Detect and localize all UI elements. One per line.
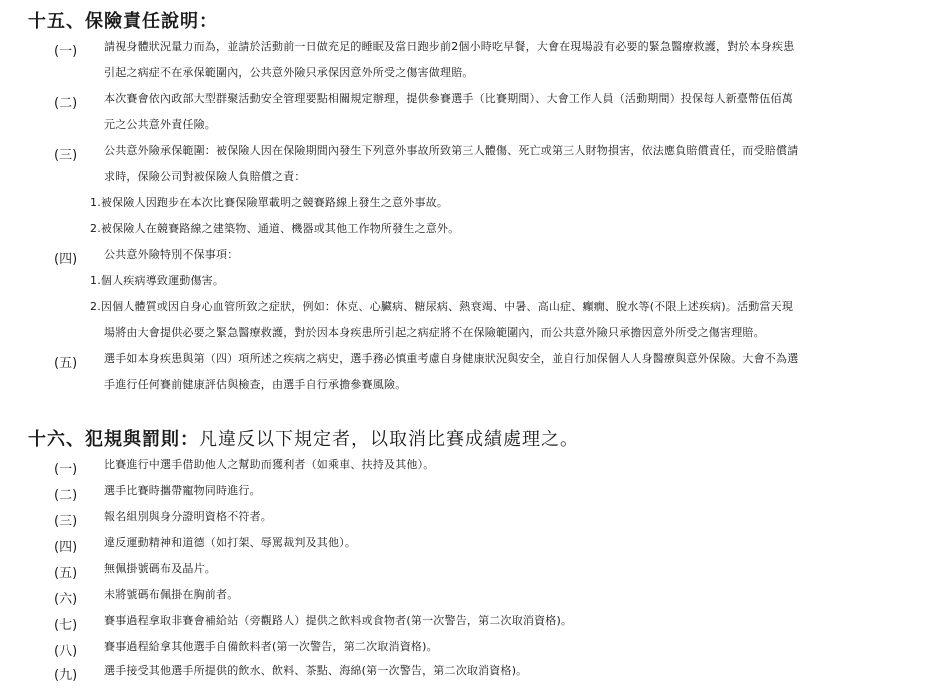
item-15-4-sub-1: [90, 268, 912, 294]
item-16-1-number: (一): [54, 462, 78, 477]
item-16-4-number: (四): [54, 540, 78, 555]
item-15-2-line-2: 元之公共意外責任險。: [104, 118, 216, 131]
item-15-4-sub-1-line: 1.個人疾病導致運動傷害。: [90, 274, 225, 287]
item-15-2-text: [104, 86, 912, 138]
section-16-heading: 十六、犯規與罰則：: [28, 429, 199, 450]
item-15-1-line-2: 引起之病症不在承保範圍內，公共意外險只承保因意外所受之傷害做理賠。: [104, 66, 474, 79]
item-16-4-line: 違反運動精神和道德（如打架、辱罵裁判及其他）。: [104, 536, 357, 549]
item-16-8-number: (八): [54, 644, 78, 659]
item-16-9-number: (九): [54, 668, 78, 683]
item-15-4-sub-2-line-2: 場將由大會提供必要之緊急醫療救護，對於因本身疾患所引起之病症將不在保險範圍內，而公共意外險只承擔因意外所受之傷害理賠。: [104, 326, 765, 339]
item-16-5-text: [104, 556, 912, 582]
item-16-2-text: [104, 478, 912, 504]
item-15-5-line-2: 手進行任何賽前健康評估與檢查，由選手自行承擔參賽風險。: [104, 378, 407, 391]
item-16-8-text: [104, 634, 912, 660]
item-16-7-line: 賽事過程拿取非賽會補給站（旁觀路人）提供之飲料或食物者(第一次警告，第二次取消資格)。: [104, 614, 573, 627]
item-15-3-sub-2: [90, 216, 912, 242]
item-16-7-number: (七): [54, 618, 78, 633]
item-16-5-number: (五): [54, 566, 78, 581]
section-16-title: [28, 425, 579, 451]
item-15-5-text: [104, 346, 912, 398]
item-16-9-line: 選手接受其他選手所提供的飲水、飲料、茶點、海綿(第一次警告，第二次取消資格)。: [104, 664, 528, 677]
item-16-5-line: 無佩掛號碼布及晶片。: [104, 562, 216, 575]
item-15-1-text: [104, 34, 912, 86]
item-16-2-number: (二): [54, 488, 78, 503]
item-15-3-number: (三): [54, 148, 78, 163]
item-15-2-number: (二): [54, 96, 78, 111]
item-16-3-line: 報名組別與身分證明資格不符者。: [104, 510, 272, 523]
item-15-3-sub-2-line: 2.被保險人在競賽路線之建築物、通道、機器或其他工作物所發生之意外。: [90, 222, 460, 235]
item-15-3-sub-1-line: 1.被保險人因跑步在本次比賽保險單載明之競賽路線上發生之意外事故。: [90, 196, 449, 209]
item-15-4-sub-2: [90, 294, 912, 346]
section-16-intro: 凡違反以下規定者，以取消比賽成績處理之。: [199, 429, 579, 450]
item-16-6-number: (六): [54, 592, 78, 607]
section-15-title: 十五、保險責任說明：: [28, 11, 218, 32]
item-15-3-line-2: 求時，保險公司對被保險人負賠償之責：: [104, 170, 306, 183]
item-15-1-number: (一): [54, 44, 78, 59]
item-16-7-text: [104, 608, 912, 634]
item-15-4-sub-2-line-1: 2.因個人體質或因自身心血管所致之症狀，例如：休克、心臟病、糖尿病、熱衰竭、中暑、高山症、癲癇、脫水等(不限上述疾病)。活動當天現: [90, 300, 794, 313]
item-15-3-line-1: 公共意外險承保範圍：被保險人因在保險期間內發生下列意外事故所致第三人體傷、死亡或第三人財物損害，依法應負賠償責任，而受賠償請: [104, 144, 799, 157]
item-16-3-number: (三): [54, 514, 78, 529]
item-15-4-text: [104, 242, 912, 268]
item-16-9-text: [104, 658, 912, 684]
item-16-6-line: 未將號碼布佩掛在胸前者。: [104, 588, 239, 601]
item-16-2-line: 選手比賽時攜帶寵物同時進行。: [104, 484, 261, 497]
item-15-2-line-1: 本次賽會依內政部大型群聚活動安全管理要點相關規定辦理，提供參賽選手（比賽期間）、大會工作人員（活動期間）投保每人新臺幣伍佰萬: [104, 92, 793, 105]
item-15-3-text: [104, 138, 912, 190]
item-15-5-number: (五): [54, 356, 78, 371]
item-16-8-line: 賽事過程給拿其他選手自備飲料者(第一次警告，第二次取消資格)。: [104, 640, 438, 653]
item-16-1-text: [104, 452, 912, 478]
item-15-4-line-1: 公共意外險特別不保事項：: [104, 248, 239, 261]
item-15-1-line-1: 請視身體狀況量力而為，並請於活動前一日做充足的睡眠及當日跑步前2個小時吃早餐，大會在現場設有必要的緊急醫療救護，對於本身疾患: [104, 40, 795, 53]
item-16-6-text: [104, 582, 912, 608]
item-16-1-line: 比賽進行中選手借助他人之幫助而獲利者（如乘車、扶持及其他）。: [104, 458, 435, 471]
item-15-4-number: (四): [54, 252, 78, 267]
item-15-3-sub-1: [90, 190, 912, 216]
item-15-5-line-1: 選手如本身疾患與第（四）項所述之疾病之病史，選手務必慎重考慮自身健康狀況與安全，並自行加保個人人身醫療與意外保險。大會不為選: [104, 352, 799, 365]
item-16-4-text: [104, 530, 912, 556]
item-16-3-text: [104, 504, 912, 530]
